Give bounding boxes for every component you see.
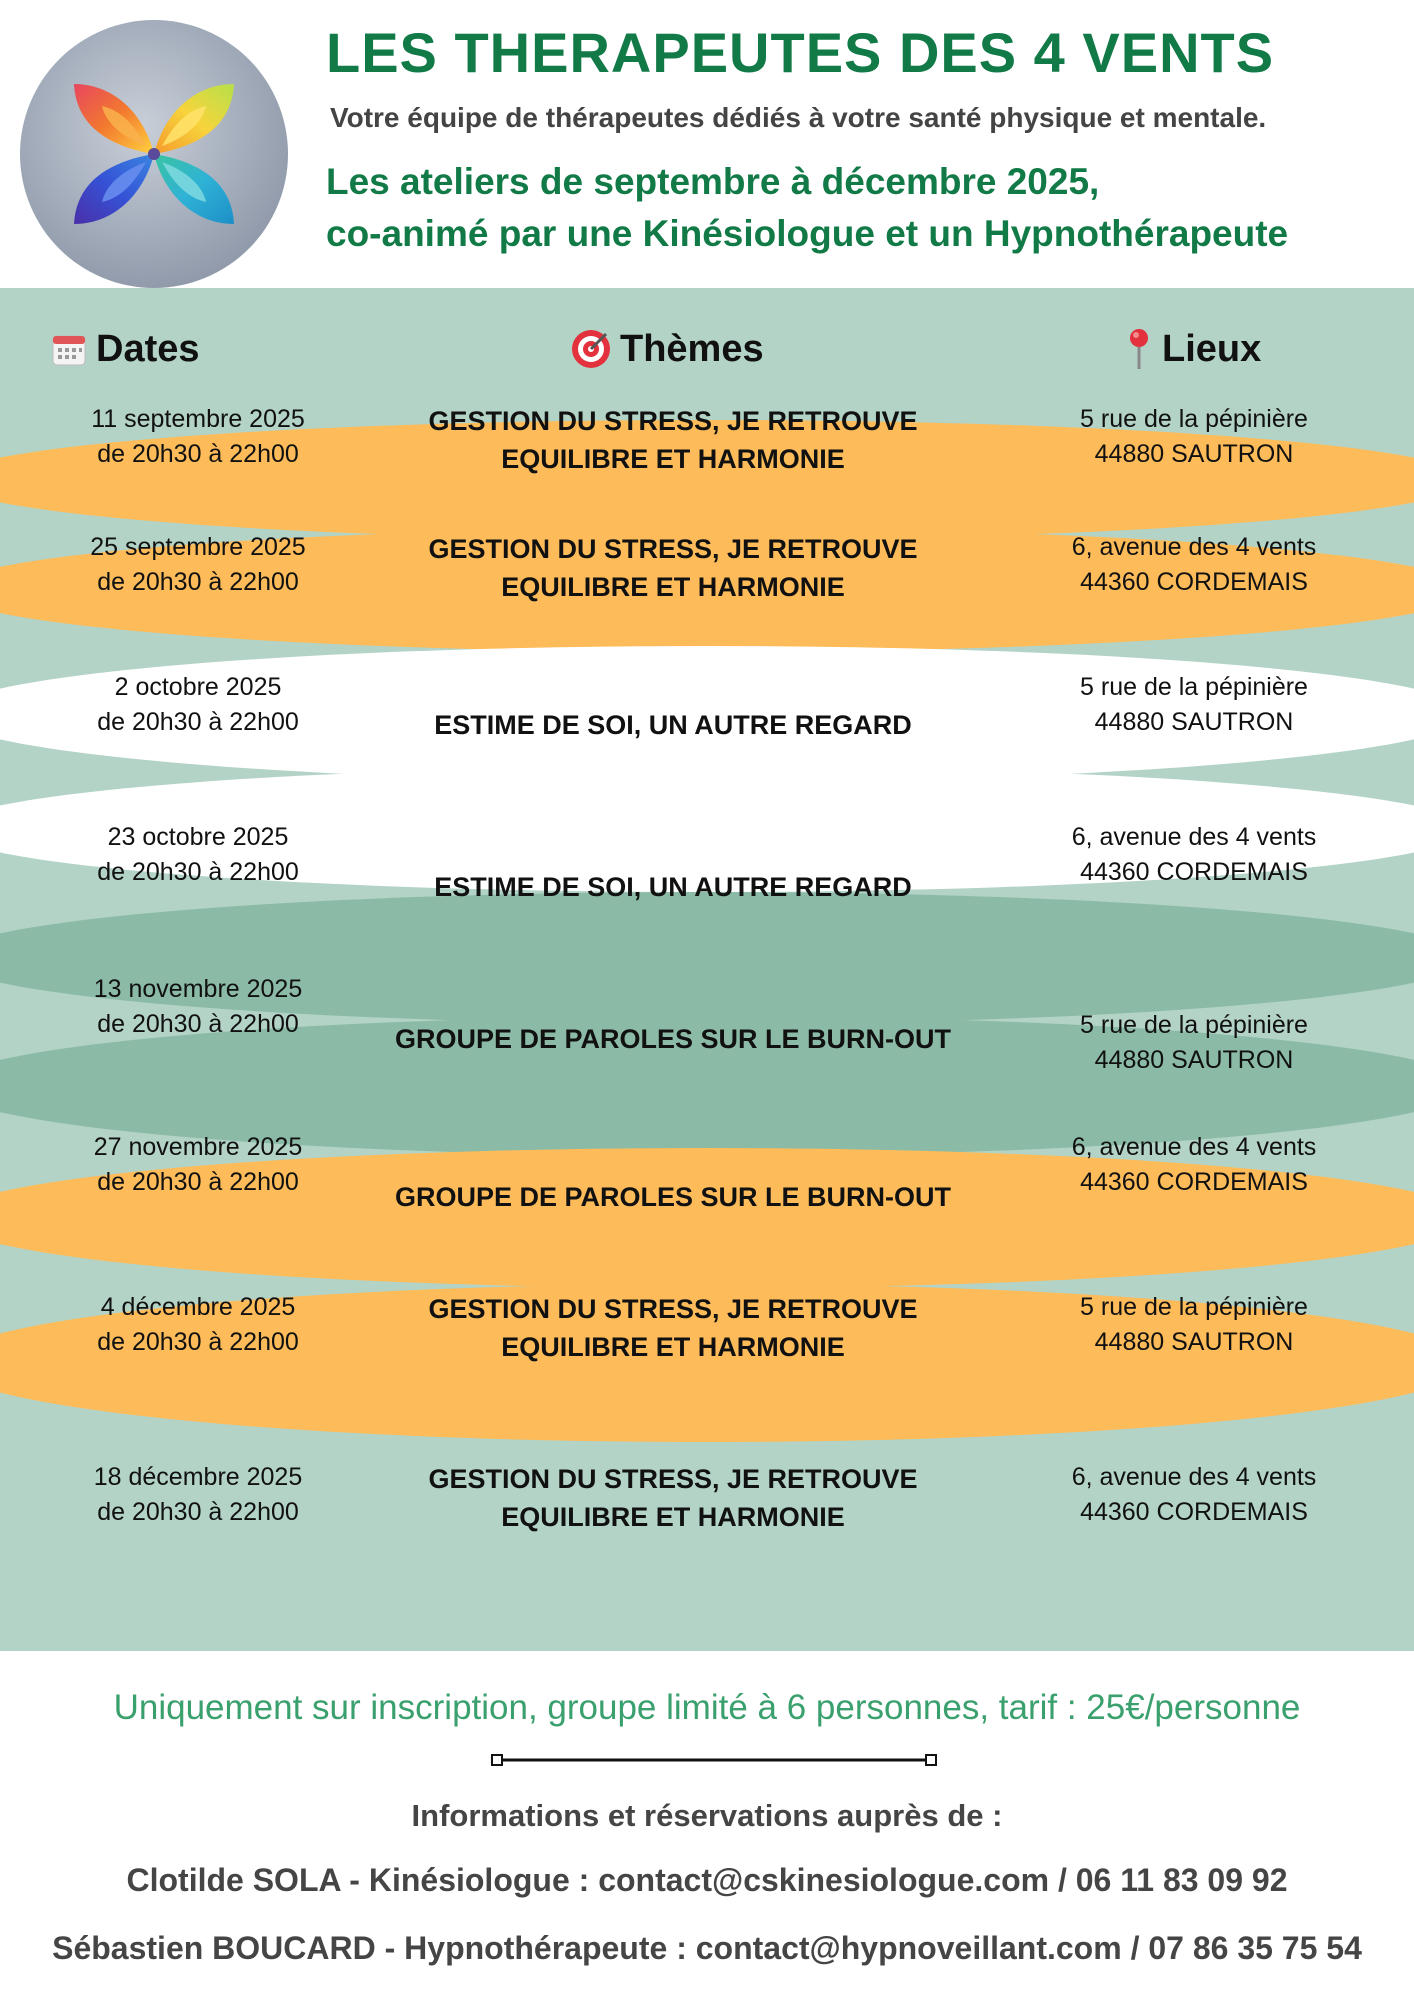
session-date-time: de 20h30 à 22h00 [97,1328,299,1356]
session-date-day: 23 octobre 2025 [107,823,289,851]
column-header-places [1124,326,1261,372]
session-date-time: de 20h30 à 22h00 [97,440,299,468]
session-date [40,530,356,600]
session-location [1034,1460,1354,1530]
info-heading: Informations et réservations auprès de : [411,1798,1003,1833]
session-location [1034,1008,1354,1078]
page-title: LES THERAPEUTES DES 4 VENTS [326,21,1275,84]
subtitle [326,156,1288,260]
session-theme [350,1178,996,1216]
session-theme-line-2: EQUILIBRE ET HARMONIE [501,572,845,602]
session-date [40,1290,356,1360]
session-theme-line-1: ESTIME DE SOI, UN AUTRE REGARD [434,710,912,740]
session-date [40,972,356,1042]
session-location [1034,1130,1354,1200]
session-theme-line-1: GESTION DU STRESS, JE RETROUVE [428,1464,918,1494]
session-theme-line-1: GROUPE DE PAROLES SUR LE BURN-OUT [394,1182,952,1212]
session-date-day: 18 décembre 2025 [93,1463,303,1491]
session-location [1034,402,1354,472]
session-theme-line-1: GESTION DU STRESS, JE RETROUVE [428,534,918,564]
session-date-time: de 20h30 à 22h00 [97,1498,299,1526]
session-theme [350,1290,996,1366]
session-theme [350,530,996,606]
session-city: 44880 SAUTRON [1094,1328,1294,1356]
session-date-time: de 20h30 à 22h00 [97,1168,299,1196]
session-date [40,402,356,472]
contact-hypnotherapeute: Sébastien BOUCARD - Hypnothérapeute : contact@hypnoveillant.com / 07 86 35 75 54 [52,1930,1362,1966]
column-header-places-label: Lieux [1162,327,1262,370]
session-date [40,1130,356,1200]
session-theme-line-2: EQUILIBRE ET HARMONIE [501,444,845,474]
session-city: 44880 SAUTRON [1094,1046,1294,1074]
session-location [1034,670,1354,740]
session-address: 6, avenue des 4 vents [1071,533,1317,561]
session-address: 6, avenue des 4 vents [1071,1133,1317,1161]
session-address: 5 rue de la pépinière [1080,405,1308,433]
session-address: 5 rue de la pépinière [1080,1293,1308,1321]
session-theme [350,706,996,744]
session-address: 5 rue de la pépinière [1080,1011,1308,1039]
session-date-time: de 20h30 à 22h00 [97,708,299,736]
session-city: 44360 CORDEMAIS [1080,858,1308,886]
session-theme-line-2: EQUILIBRE ET HARMONIE [501,1332,845,1362]
session-city: 44880 SAUTRON [1094,708,1294,736]
session-date-day: 25 septembre 2025 [90,533,306,561]
session-date [40,820,356,890]
column-header-themes-label: Thèmes [620,327,764,370]
subtitle-line-2: co-animé par une Kinésiologue et un Hypnothérapeute [326,213,1289,254]
session-date [40,670,356,740]
session-theme-line-1: GESTION DU STRESS, JE RETROUVE [428,406,918,436]
pin-icon [1124,327,1154,371]
column-header-themes [570,326,764,372]
session-date-day: 4 décembre 2025 [100,1293,296,1321]
session-theme [350,1460,996,1536]
session-location [1034,1290,1354,1360]
divider [490,1752,938,1768]
session-theme [350,1020,996,1058]
session-theme [350,868,996,906]
flower-logo-icon [20,20,288,288]
session-date-time: de 20h30 à 22h00 [97,1010,299,1038]
session-address: 5 rue de la pépinière [1080,673,1308,701]
session-city: 44360 CORDEMAIS [1080,1168,1308,1196]
session-theme-line-1: GESTION DU STRESS, JE RETROUVE [428,1294,918,1324]
session-address: 6, avenue des 4 vents [1071,823,1317,851]
column-header-dates-label: Dates [96,327,200,370]
calendar-icon [50,330,88,368]
registration-note: Uniquement sur inscription, groupe limité à 6 personnes, tarif : 25€/personne [113,1688,1301,1727]
session-date-time: de 20h30 à 22h00 [97,568,299,596]
session-theme [350,402,996,478]
session-theme-line-1: GROUPE DE PAROLES SUR LE BURN-OUT [394,1024,952,1054]
session-address: 6, avenue des 4 vents [1071,1463,1317,1491]
contact-kinesiologue: Clotilde SOLA - Kinésiologue : contact@cskinesiologue.com / 06 11 83 09 92 [126,1862,1288,1898]
tagline: Votre équipe de thérapeutes dédiés à votre santé physique et mentale. [330,102,1267,133]
subtitle-line-1: Les ateliers de septembre à décembre 2025, [326,161,1100,202]
session-city: 44880 SAUTRON [1094,440,1294,468]
logo [20,20,288,288]
session-date-time: de 20h30 à 22h00 [97,858,299,886]
session-theme-line-2: EQUILIBRE ET HARMONIE [501,1502,845,1532]
target-icon [570,328,612,370]
session-city: 44360 CORDEMAIS [1080,568,1308,596]
session-location [1034,820,1354,890]
session-theme-line-1: ESTIME DE SOI, UN AUTRE REGARD [434,872,912,902]
session-date-day: 13 novembre 2025 [93,975,303,1003]
session-date-day: 11 septembre 2025 [91,405,305,433]
session-city: 44360 CORDEMAIS [1080,1498,1308,1526]
column-header-dates [50,326,200,372]
session-location [1034,530,1354,600]
session-date-day: 27 novembre 2025 [93,1133,303,1161]
session-date [40,1460,356,1530]
schedule-section [0,288,1414,1651]
session-date-day: 2 octobre 2025 [114,673,282,701]
